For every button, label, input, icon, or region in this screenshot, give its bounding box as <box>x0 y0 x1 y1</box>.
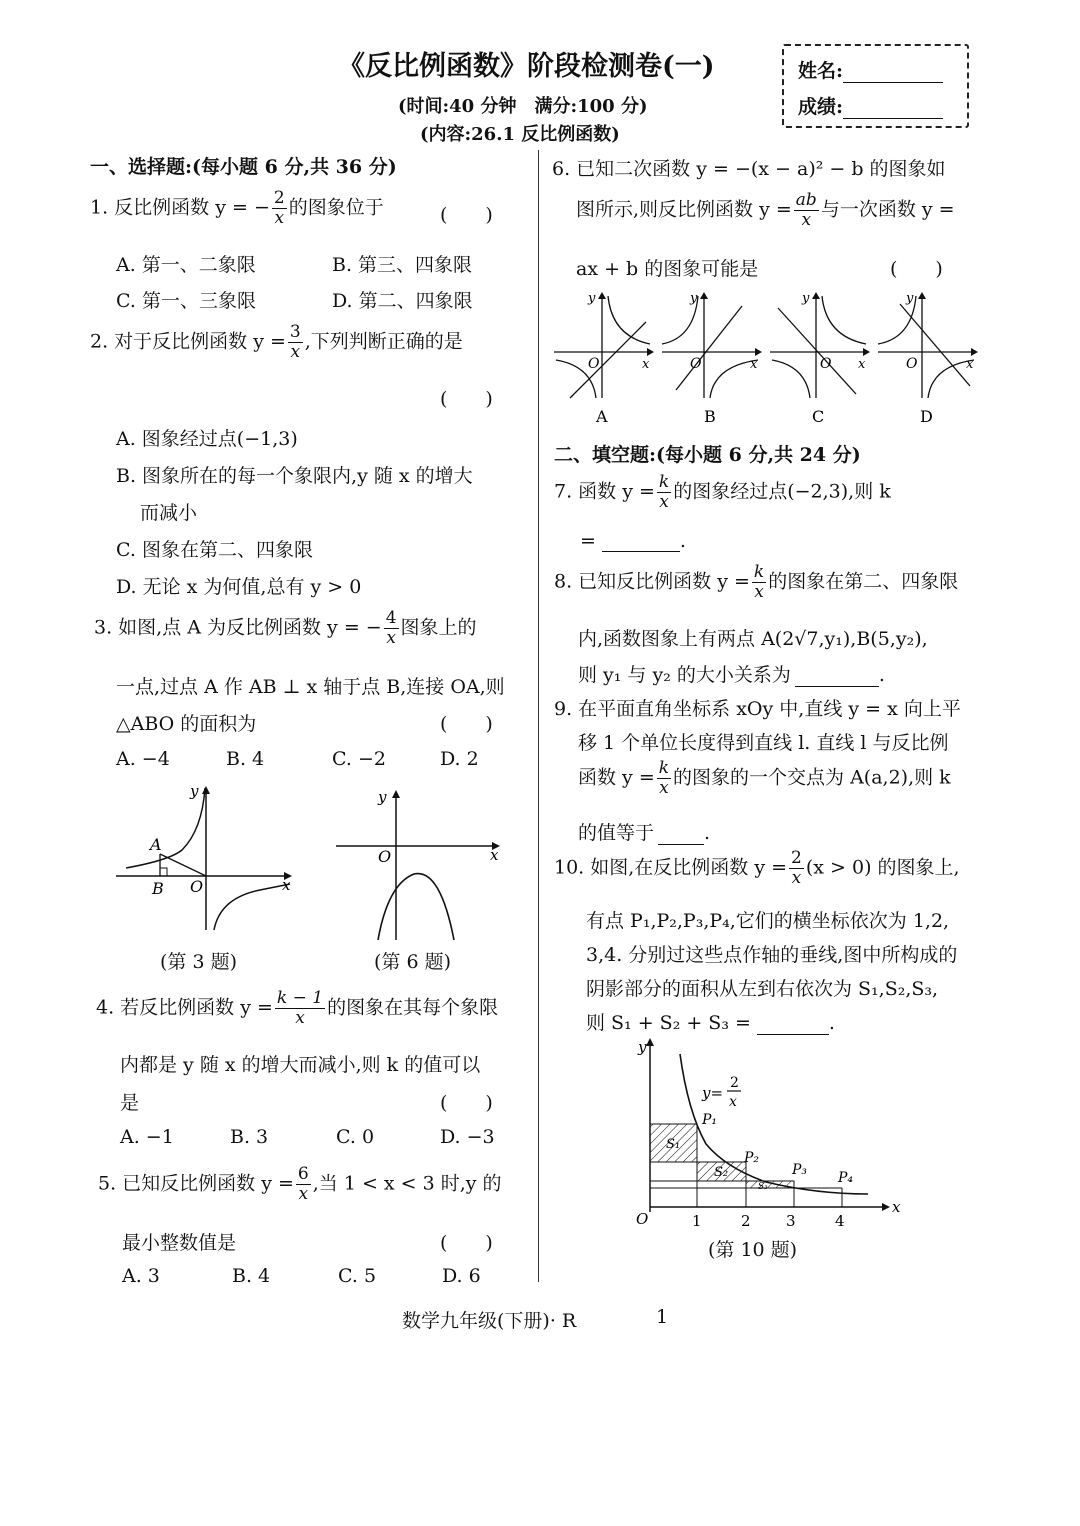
q6a-o: O <box>588 356 600 372</box>
q4-option-a[interactable]: A. −1 <box>120 1126 174 1148</box>
q8-stem: 8. 已知反比例函数 y = $\frac{k}{x}$ 的图象在第二、四象限 <box>554 562 959 602</box>
q6b-x: x <box>750 357 758 372</box>
q3-label-y: y <box>190 782 199 800</box>
q5-answer-paren[interactable]: ( ) <box>440 1232 493 1254</box>
q6b-y: y <box>690 291 698 306</box>
q9-stem-line3: 函数 y = $\frac{k}{x}$ 的图象的一个交点为 A(a,2),则 k <box>578 758 951 798</box>
q6d-y: y <box>906 291 914 306</box>
q10-label-s1: S₁ <box>666 1137 681 1152</box>
q9-stem-line2: 移 1 个单位长度得到直线 l. 直线 l 与反比例 <box>578 732 949 754</box>
q2-option-b-cont: 而减小 <box>140 502 198 524</box>
q10-tick-1: 1 <box>692 1212 702 1230</box>
q3-label-b: B <box>152 879 164 898</box>
q1-option-b[interactable]: B. 第三、四象限 <box>332 254 473 276</box>
q3-label-x: x <box>282 876 291 894</box>
q6-label-b: B <box>704 407 716 426</box>
q10-stem: 10. 如图,在反比例函数 y = $\frac{2}{x}$ (x > 0) 的图象上, <box>554 848 960 888</box>
section-1-heading: 一、选择题:(每小题 6 分,共 36 分) <box>90 156 397 178</box>
q5-option-d[interactable]: D. 6 <box>442 1265 481 1287</box>
q3-label-a: A <box>150 835 162 854</box>
q6fig-label-x: x <box>490 846 499 864</box>
q6-stem-line3: ax + b 的图象可能是 <box>576 258 759 280</box>
q10-tick-2: 2 <box>741 1212 751 1230</box>
q6-graph-c[interactable] <box>770 291 870 426</box>
q10-label-p3: P₃ <box>792 1162 808 1178</box>
q3-stem-line2: 一点,过点 A 作 AB ⊥ x 轴于点 B,连接 OA,则 <box>116 676 505 698</box>
name-blank[interactable] <box>843 64 943 83</box>
q3-option-a[interactable]: A. −4 <box>116 748 170 770</box>
content-info: (内容:26.1 反比例函数) <box>420 124 620 145</box>
q6c-o: O <box>820 356 832 372</box>
q2-option-b[interactable]: B. 图象所在的每一个象限内,y 随 x 的增大 <box>116 465 473 487</box>
q8-stem-line2: 内,函数图象上有两点 A(2√7,y₁),B(5,y₂), <box>578 628 928 650</box>
q2-option-c[interactable]: C. 图象在第二、四象限 <box>116 539 313 561</box>
q9-stem-line4: 的值等于 . <box>578 822 711 844</box>
q3-stem-line3: △ABO 的面积为 <box>116 713 257 735</box>
q8-stem-line3: 则 y₁ 与 y₂ 的大小关系为 . <box>578 664 885 686</box>
q5-option-b[interactable]: B. 4 <box>232 1265 271 1287</box>
q10-stem-line5: 则 S₁ + S₂ + S₃ = . <box>586 1012 835 1034</box>
q2-stem: 2. 对于反比例函数 y = $\frac{3}{x}$ ,下列判断正确的是 <box>90 322 463 362</box>
q6-label-d: D <box>920 407 933 426</box>
figure-q10 <box>626 1032 916 1232</box>
q10-label-y: y <box>638 1038 647 1056</box>
q3-answer-paren[interactable]: ( ) <box>440 713 493 735</box>
q6fig-label-y: y <box>378 788 387 806</box>
q3-label-o: O <box>190 877 204 896</box>
q6c-x: x <box>858 357 866 372</box>
q10-label-x: x <box>892 1198 901 1216</box>
q1-option-a[interactable]: A. 第一、二象限 <box>116 254 256 276</box>
q2-answer-paren[interactable]: ( ) <box>440 388 493 410</box>
name-score-box <box>782 44 969 128</box>
q6-graph-b[interactable] <box>662 291 762 426</box>
score-label: 成绩: <box>798 92 943 119</box>
q2-option-a[interactable]: A. 图象经过点(−1,3) <box>116 428 298 450</box>
q6-figure-caption: (第 6 题) <box>374 951 451 973</box>
q4-option-c[interactable]: C. 0 <box>336 1126 375 1148</box>
q10-func-label: y= <box>702 1084 724 1102</box>
q8-blank[interactable] <box>795 668 879 687</box>
q1-option-d[interactable]: D. 第二、四象限 <box>332 290 473 312</box>
q9-stem: 9. 在平面直角坐标系 xOy 中,直线 y = x 向上平 <box>554 698 961 720</box>
q10-stem-line3: 3,4. 分别过这些点作轴的垂线,图中所构成的 <box>586 944 958 966</box>
q10-stem-line2: 有点 P₁,P₂,P₃,P₄,它们的横坐标依次为 1,2, <box>586 910 950 932</box>
q7-blank[interactable] <box>602 533 680 552</box>
q10-label-o: O <box>636 1210 649 1228</box>
q6a-x: x <box>642 357 650 372</box>
q10-func-den: x <box>729 1094 737 1110</box>
q6-answer-paren[interactable]: ( ) <box>890 258 943 280</box>
q1-option-c[interactable]: C. 第一、三象限 <box>116 290 256 312</box>
q3-option-d[interactable]: D. 2 <box>440 748 479 770</box>
q10-func-num: 2 <box>730 1075 739 1091</box>
q10-label-p1: P₁ <box>702 1112 718 1128</box>
q6-graph-d[interactable] <box>878 291 978 426</box>
q6a-y: y <box>588 291 596 306</box>
q6-option-graphs[interactable] <box>550 286 982 426</box>
q6-graph-a[interactable] <box>554 291 654 426</box>
q7-answer-line: = . <box>580 530 686 552</box>
q3-stem: 3. 如图,点 A 为反比例函数 y = − $\frac{4}{x}$ 图象上的 <box>94 608 477 648</box>
q5-stem: 5. 已知反比例函数 y = $\frac{6}{x}$ ,当 1 < x < 3 时,y 的 <box>98 1164 502 1204</box>
q10-label-s3: S₃ <box>758 1182 768 1192</box>
q7-stem: 7. 函数 y = $\frac{k}{x}$ 的图象经过点(−2,3),则 k <box>554 472 891 512</box>
q6fig-label-o: O <box>378 847 392 866</box>
q10-stem-line4: 阴影部分的面积从左到右依次为 S₁,S₂,S₃, <box>586 978 939 1000</box>
q6-label-a: A <box>596 407 608 426</box>
q5-option-c[interactable]: C. 5 <box>338 1265 377 1287</box>
q10-tick-4: 4 <box>835 1212 845 1230</box>
q6c-y: y <box>802 291 810 306</box>
q6-stem: 6. 已知二次函数 y = −(x − a)² − b 的图象如 <box>552 158 946 180</box>
q1-answer-paren[interactable]: ( ) <box>440 204 493 226</box>
column-divider <box>538 150 539 1282</box>
q10-figure-caption: (第 10 题) <box>708 1239 798 1261</box>
q4-option-b[interactable]: B. 3 <box>230 1126 269 1148</box>
q4-answer-paren[interactable]: ( ) <box>440 1092 493 1114</box>
q4-stem-line2: 内都是 y 随 x 的增大而减小,则 k 的值可以 <box>120 1054 481 1076</box>
figure-q6 <box>330 784 510 944</box>
q4-stem-line3: 是 <box>120 1092 140 1114</box>
q3-option-c[interactable]: C. −2 <box>332 748 386 770</box>
q5-option-a[interactable]: A. 3 <box>122 1265 160 1287</box>
q6b-o: O <box>690 356 702 372</box>
q4-option-d[interactable]: D. −3 <box>440 1126 495 1148</box>
q3-option-b[interactable]: B. 4 <box>226 748 265 770</box>
page-title: 《反比例函数》阶段检测卷(一) <box>338 51 715 82</box>
q2-option-d[interactable]: D. 无论 x 为何值,总有 y > 0 <box>116 576 362 598</box>
q6-label-c: C <box>812 407 825 426</box>
q9-blank[interactable] <box>658 826 704 845</box>
q10-tick-3: 3 <box>786 1212 796 1230</box>
score-blank[interactable] <box>843 100 943 119</box>
footer-text: 数学九年级(下册)· R <box>402 1310 577 1332</box>
q10-label-p2: P₂ <box>744 1150 760 1166</box>
q6d-x: x <box>966 357 974 372</box>
q10-label-s2: S₂ <box>714 1165 729 1180</box>
q1-stem: 1. 反比例函数 y = − $\frac{2}{x}$ 的图象位于 <box>90 188 384 228</box>
q10-label-p4: P₄ <box>838 1170 854 1186</box>
name-label: 姓名: <box>798 56 943 83</box>
figure-q3 <box>110 780 300 940</box>
page-number: 1 <box>656 1306 669 1328</box>
q6d-o: O <box>906 356 918 372</box>
section-2-heading: 二、填空题:(每小题 6 分,共 24 分) <box>554 444 861 466</box>
q5-stem-line2: 最小整数值是 <box>122 1232 237 1254</box>
q3-figure-caption: (第 3 题) <box>160 951 237 973</box>
time-info: (时间:40 分钟 满分:100 分) <box>398 96 648 117</box>
q4-stem: 4. 若反比例函数 y = $\frac{k - 1}{x}$ 的图象在其每个象限 <box>96 988 499 1028</box>
q6-stem-line2: 图所示,则反比例函数 y = $\frac{ab}{x}$ 与一次函数 y = <box>576 190 955 230</box>
